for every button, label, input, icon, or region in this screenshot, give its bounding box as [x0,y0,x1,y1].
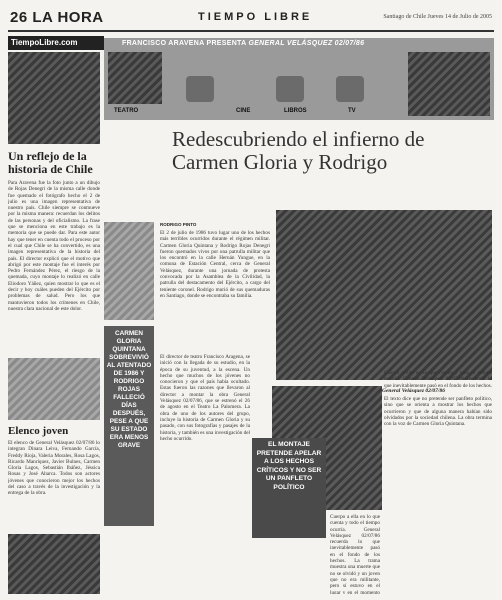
site-logo: TiempoLibre.com [8,36,104,50]
category-books: LIBROS [284,108,307,114]
section-title: TIEMPO LIBRE [198,11,313,23]
photo-left-bottom [8,534,100,594]
page-number: 26 LA HORA [10,9,104,26]
article-col-3: Cuerpo a ella en lo que cuenta y todo el tiempo ocurría. General Velásquez 02/07/86 recuerda lo que inevitablemente pasó en el fondo de los hechos. [384,370,492,388]
tv-icon [336,76,364,102]
photo-portrait [104,222,154,320]
article-col-5: Cuerpo a ella en lo que cuenta y todo el tiempo ocurría. General Velásquez 02/07/86 recuerda lo que inevitablemente pasó en el fondo de los hechos. La trama muestra una muerte que no se olvidó y un joven que no era militante, pero sí estuvo en el lugar y en el momento [330,514,380,594]
category-theatre: TEATRO [114,108,139,114]
article-headline: Redescubriendo el infierno de Carmen Gloria y Rodrigo [172,127,425,174]
article-col-2: El director de teatro Francisco Aragena, se inició con la llegada de su estudio, en la época de su juventud, a la escena. Un hecho que muchos de los jóvenes no conocieron y que el país había ocultado. Estas fueron las razones que llevaron al director a montar la obra General Velásquez 02/07/86, que se estrenó el 26 de agosto en el Teatro La Palomera. La obra de uno de los autores del grupo, incluye la historia de Carmen Gloria y su pasado, con sus fotografías y pasajes de la historia, y también es una investigación del hecho ocurrido. [160,354,250,442]
left-headline: Un reflejo de la historia de Chile [8,149,93,176]
pull-quote: CARMEN GLORIA QUINTANA SOBREVIVIÓ AL ATENTADO DE 1986 Y RODRIGO ROJAS FALLECIÓ DÍAS DESPUÉS, PESE A QUE SU ESTADO ERA MENOS GRAVE [106,330,152,449]
cast-heading: Elenco joven [8,425,69,437]
books-icon [276,76,304,102]
banner-title: FRANCISCO ARAVENA PRESENTA GENERAL VELÁSQUEZ 02/07/86 [122,40,365,47]
article-col-4: El texto dice que no pretende ser panfleto político, sino que se orienta a mostrar los hechos que ocurrieron y que de alguna manera habían sido olvidados por la sociedad chilena. La obra termina con la voz de Carmen Gloria Quintana. [384,396,492,428]
banner-photo-right [408,52,490,116]
photo-group [276,210,492,380]
masthead [8,8,494,32]
banner-photo-left [108,52,162,104]
category-tv: TV [348,108,356,114]
photo-left-top [8,52,100,144]
category-cinema: CINE [236,108,251,114]
article-col-1: El 2 de julio de 1986 tuvo lugar uno de los hechos más terribles ocurridos durante el régimen militar. Carmen Gloria Quintana y Rodrigo Rojas Denegri fueron quemados vivos por una patrulla militar que los encontró en la calle Hernán Yungue, en la comuna de Estación Central, cerca de General Velásquez, durante una jornada de protesta convocada por la Asamblea de la Civilidad, la patrulla del destacamento del Ejército, a cargo del teniente coronel. Rodrigo murió de sus quemaduras en Santiago, donde se encontraba su familia. [160,230,270,299]
film-reel-icon [186,76,214,102]
callout-text: EL MONTAJE PRETENDE APELAR A LOS HECHOS CRÍTICOS Y NO SER UN PANFLETO POLÍTICO [256,441,322,491]
subhead: General Velásquez 02/07/86 [382,388,445,394]
byline: RODRIGO PINTO [160,222,197,227]
cast-body: El elenco de General Velásquez 02/07/86 lo integran Dinara Leiva, Fernando García, Freddy Rioja, Valeria Morales, Rosa Lagos, Ricardo Manríquez, Javier Bulnes, Carmen Gloria Lagos, Sebastián Ibáñez, Jéssica Rosas y José Abarca. Todos son actores jóvenes que conocieron mejor los hechos del caso a través de la investigación y la entrega de la obra. [8,440,100,497]
dateline: Santiago de Chile Jueves 14 de Julio de 2005 [383,14,492,20]
photo-left-mid [8,358,100,420]
left-body: Para Aravena fue la foto junto a un dibujo de Rojas Denegri de la misma calle donde fue quemado el fotógrafo hecho el 2 de julio es una imagen representativa de nuestro país. Chile siempre se conmueve por la misma manera: recuerdan los delitos de las personas y del oficialismo. La frase que se menciona en este trabajo es la memoria que se puede dar. Para este autor hay que tener en cuenta todo el proceso por el cual que Chile se ha convertido, es una imagen representativa de la historia del país. El director explicó que el motivo que abrigó por este montaje fue el interés por Pedro Fernández Pérez, el riesgo de la quemada, cuyo montaje lo realizó en calle Eliodoro Yáñez, quien mostrar lo que es el decir y hoy cuáles pueden del Ejército por problemas de salud. Pero los que mantuvieron todos los crímenes en Chile, nuestra clara nacional de este dolor. [8,180,100,312]
